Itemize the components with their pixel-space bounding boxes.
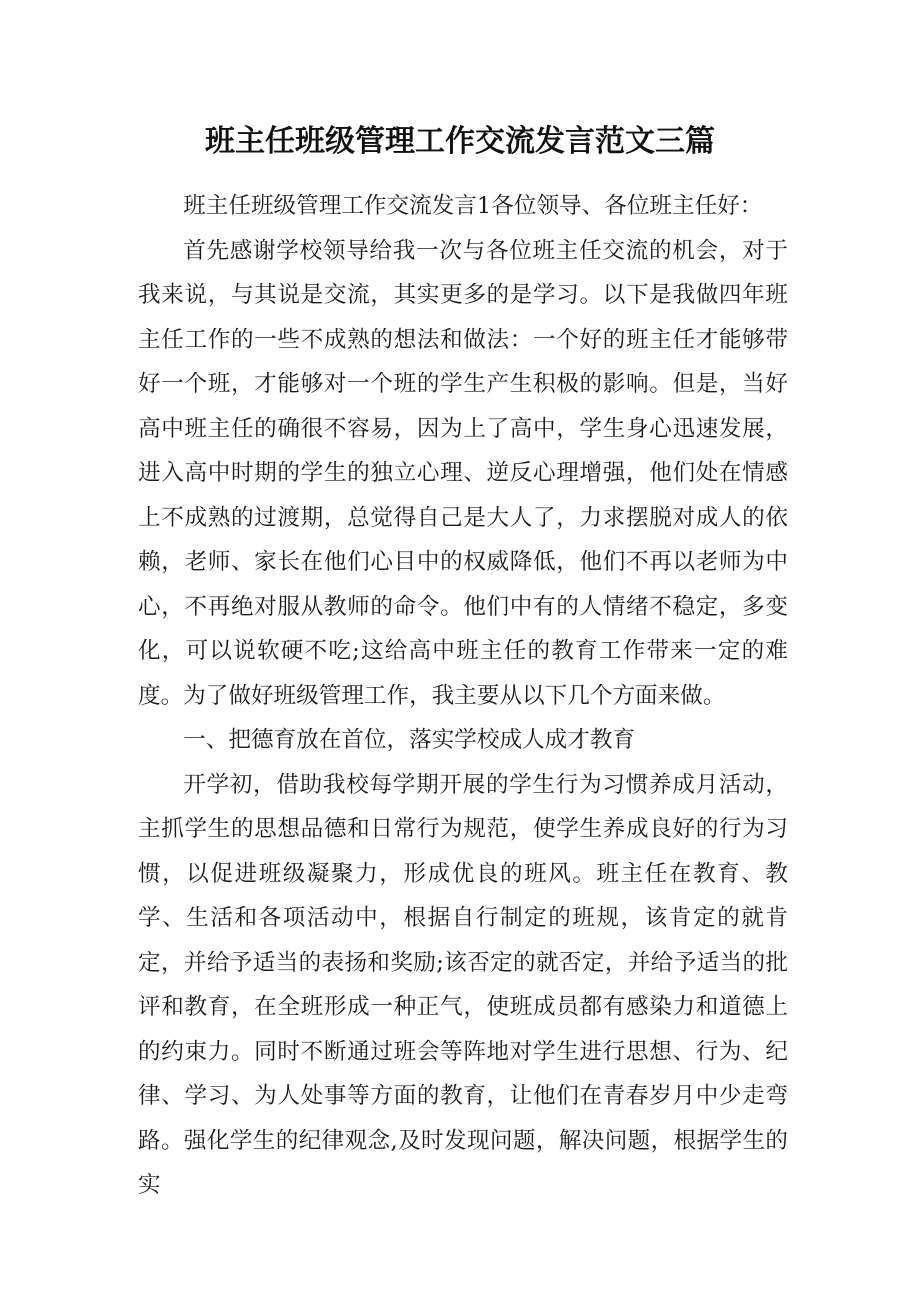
paragraph-greeting: 班主任班级管理工作交流发言1各位领导、各位班主任好： <box>183 193 763 219</box>
document-title: 班主任班级管理工作交流发言范文三篇 <box>205 124 715 159</box>
section-heading-1: 一、把德育放在首位，落实学校成人成才教育 <box>183 727 636 753</box>
document-body <box>138 184 788 1208</box>
paragraph-introduction: 首先感谢学校领导给我一次与各位班主任交流的机会，对于我来说，与其说是交流，其实更多的是学习。以下是我做四年班主任工作的一些不成熟的想法和做法：一个好的班主任才能够带好一个班，才能够对一个班的学生产生积极的影响。但是，当好高中班主任的确很不容易，因为上了高中，学生身心迅速发展，进入高中时期的学生的独立心理、逆反心理增强，他们处在情感上不成熟的过渡期，总觉得自己是大人了，力求摆脱对成人的依赖，老师、家长在他们心目中的权威降低，他们不再以老师为中心，不再绝对服从教师的命令。他们中有的人情绪不稳定，多变化，可以说软硬不吃;这给高中班主任的教育工作带来一定的难度。为了做好班级管理工作，我主要从以下几个方面来做。 <box>138 237 788 709</box>
paragraph-section-1: 开学初，借助我校每学期开展的学生行为习惯养成月活动，主抓学生的思想品德和日常行为规范，使学生养成良好的行为习惯，以促进班级凝聚力，形成优良的班风。班主任在教育、教学、生活和各项活动中，根据自行制定的班规，该肯定的就肯定，并给予适当的表扬和奖励;该否定的就否定，并给予适当的批评和教育，在全班形成一种正气，使班成员都有感染力和道德上的约束力。同时不断通过班会等阵地对学生进行思想、行为、纪律、学习、为人处事等方面的教育，让他们在青春岁月中少走弯路。强化学生的纪律观念,及时发现问题，解决问题，根据学生的实 <box>138 771 788 1198</box>
